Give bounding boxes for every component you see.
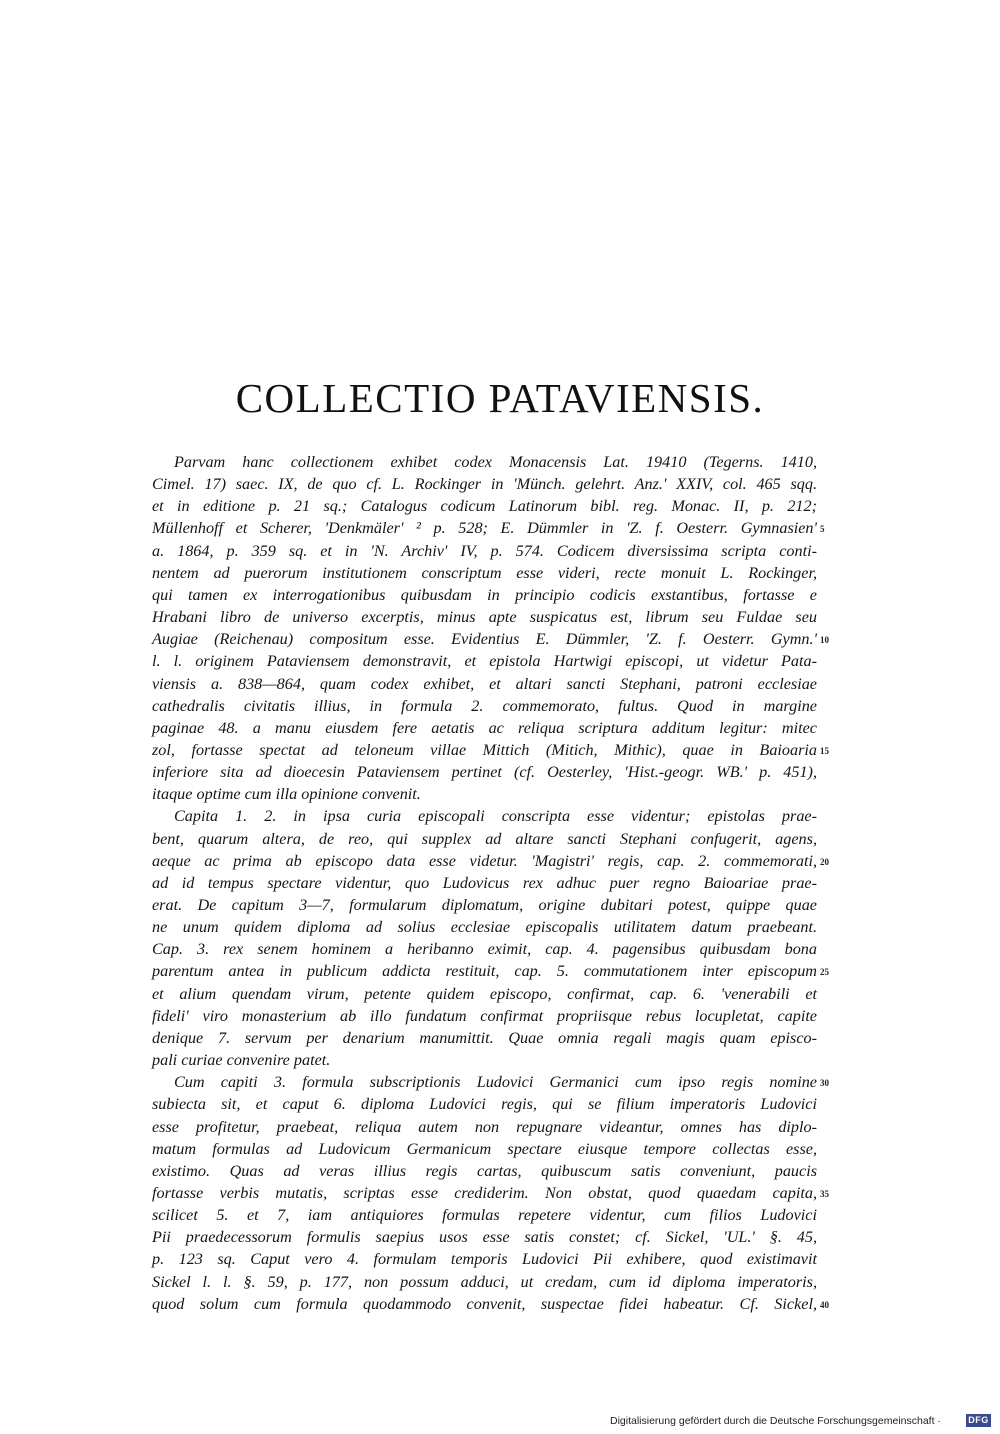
text-line: Parvam hanc collectionem exhibet codex Monacensis Lat. 19410 (Tegerns. 1410, <box>174 453 817 471</box>
text-line: scilicet 5. et 7, iam antiquiores formulas repetere videntur, cum filios Ludovici <box>152 1206 817 1225</box>
text-line: et alium quendam virum, petente quidem episcopo, confirmat, cap. 6. 'venerabili et <box>152 984 817 1003</box>
text-line: bent, quarum altera, de reo, qui supplex ad altare sancti Stephani confugerit, agens, <box>152 829 817 848</box>
line-number: 10 <box>820 635 829 646</box>
line-number: 30 <box>820 1078 829 1089</box>
text-line: l. l. originem Pataviensem demonstravit, et epistola Hartwigi episcopi, ut videtur Pata- <box>152 652 817 671</box>
text-line: fortasse verbis mutatis, scriptas esse crediderim. Non obstat, quod quaedam capita, <box>152 1183 817 1202</box>
line-number: 20 <box>820 856 829 867</box>
text-line: erat. De capitum 3—7, formularum diplomatum, origine dubitari potest, quippe quae <box>152 896 817 914</box>
line-number: 5 <box>820 524 825 535</box>
text-line: paginae 48. a manu eiusdem fere aetatis ac reliqua scriptura additum legitur: mitec <box>152 718 817 737</box>
text-line: ad id tempus spectare videntur, quo Ludovicus rex adhuc puer regno Baioariae prae- <box>152 873 817 892</box>
text-line: Pii praedecessorum formulis saepius usos esse satis constet; cf. Sickel, 'UL.' §. 45, <box>152 1228 817 1247</box>
line-number: 15 <box>820 745 829 756</box>
text-line: itaque optime cum illa opinione convenit. <box>152 785 421 804</box>
text-line: zol, fortasse spectat ad teloneum villae Mittich (Mitich, Mithic), quae in Baioaria <box>152 740 817 759</box>
page-title: COLLECTIO PATAVIENSIS. <box>235 375 765 421</box>
text-line: esse profitetur, praebeat, reliqua autem non repugnare videantur, omnes has diplo- <box>152 1117 817 1136</box>
text-line: Cap. 3. rex senem hominem a heribanno eximit, cap. 4. pagensibus quibusdam bona <box>152 940 817 959</box>
text-line: matum formulas ad Ludovicum Germanicum spectare eiusque tempore collectas esse, <box>152 1139 817 1158</box>
text-line: fideli' viro monasterium ab illo fundatum confirmat propriisque rebus locupletat, capite <box>152 1006 817 1025</box>
text-line: denique 7. servum per denarium manumittit. Quae omnia regali magis quam episco- <box>152 1028 817 1047</box>
text-line: a. 1864, p. 359 sq. et in 'N. Archiv' IV, p. 574. Codicem diversissima scripta conti- <box>152 541 817 560</box>
text-line: Cimel. 17) saec. IX, de quo cf. L. Rockinger in 'Münch. gelehrt. Anz.' XXIV, col. 465 sqq. <box>152 475 817 494</box>
text-line: ne unum quidem diploma ad solius ecclesiae episcopalis utilitatem datum praebeant. <box>152 918 817 937</box>
text-line: Sickel l. l. §. 59, p. 177, non possum adduci, ut credam, cum id diploma imperatoris, <box>152 1272 817 1291</box>
text-line: qui tamen ex interrogationibus quibusdam in principio codicis exstantibus, fortasse e <box>152 585 817 604</box>
text-line: nentem ad puerorum institutionem conscriptum esse videri, recte monuit L. Rockinger, <box>152 563 817 582</box>
text-line: et in editione p. 21 sq.; Catalogus codicum Latinorum bibl. reg. Monac. II, p. 212; <box>152 497 817 516</box>
text-line: inferiore sita ad dioecesin Pataviensem pertinet (cf. Oesterley, 'Hist.-geogr. WB.' p. 451), <box>152 763 817 782</box>
text-line: existimo. Quas ad veras illius regis cartas, quibuscum satis conveniunt, paucis <box>152 1161 817 1180</box>
line-number: 40 <box>820 1299 829 1310</box>
text-line: Capita 1. 2. in ipsa curia episcopali conscripta esse videntur; epistolas prae- <box>174 807 817 826</box>
text-line: quod solum cum formula quodammodo convenit, suspectae fidei habeatur. Cf. Sickel, <box>152 1294 817 1313</box>
text-line: Hrabani libro de universo excerptis, minus apte suspicatus est, librum seu Fuldae seu <box>152 608 817 627</box>
text-line: aeque ac prima ab episcopo data esse videtur. 'Magistri' regis, cap. 2. commemorati, <box>152 851 817 870</box>
text-line: cathedralis civitatis illius, in formula 2. commemorato, fultus. Quod in margine <box>152 696 817 715</box>
text-line: Müllenhoff et Scherer, 'Denkmäler' ² p. 528; E. Dümmler in 'Z. f. Oesterr. Gymnasien' <box>152 519 817 538</box>
line-number: 35 <box>820 1188 829 1199</box>
text-line: Cum capiti 3. formula subscriptionis Ludovici Germanici cum ipso regis nomine <box>174 1073 817 1092</box>
text-line: p. 123 sq. Caput vero 4. formulam temporis Ludovici Pii exhibere, quod existimavit <box>152 1250 817 1269</box>
line-number: 25 <box>820 967 829 978</box>
text-line: viensis a. 838—864, quam codex exhibet, et altari sancti Stephani, patroni ecclesiae <box>152 674 817 693</box>
text-line: Augiae (Reichenau) compositum esse. Evidentius E. Dümmler, 'Z. f. Oesterr. Gymn.' <box>152 630 817 649</box>
dfg-logo: DFG <box>966 1414 991 1427</box>
text-line: parentum antea in publicum addicta restituit, cap. 5. commutationem inter episcopum <box>152 962 817 981</box>
footer-credit: Digitalisierung gefördert durch die Deutsche Forschungsgemeinschaft · <box>610 1415 941 1427</box>
text-line: pali curiae convenire patet. <box>152 1051 331 1070</box>
text-line: subiecta sit, et caput 6. diploma Ludovici regis, qui se filium imperatoris Ludovici <box>152 1095 817 1114</box>
